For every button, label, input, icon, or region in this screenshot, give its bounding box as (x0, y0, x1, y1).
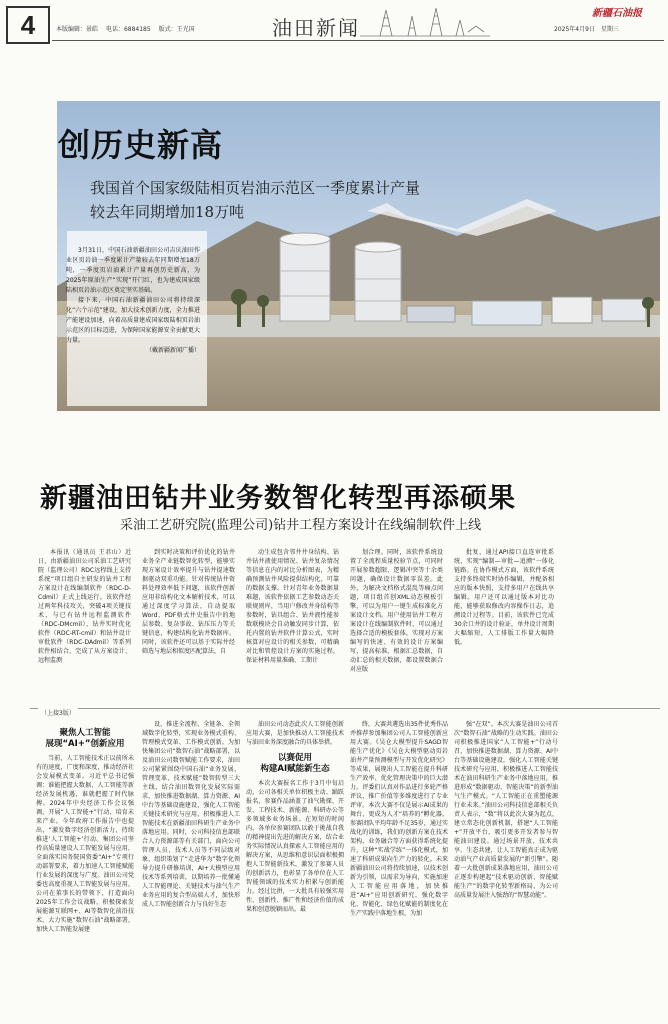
lead-subheadline-line-2: 较去年同期增加18万吨 (90, 203, 245, 221)
continuation-text: 终，大赛共遴选出35件优秀作品并推荐参加集团公司人工智能创新应用大赛。《吴仓大模型提升SAGD智能生产优化》《吴仓大模型驱动页岩油井产量预测模型与开发优化研究》等成果，展现出人工智能在提升科研生产效率、优化管理决策中的巨大潜力。评委们认真对作品进行多轮严格评议，推广价值等多维度进行了专业评审。本次大赛不仅是展示AI成果的舞台，更成为人才“培养的”孵化器。参赛团队平均年龄不足35岁，通过实战化的训练，我们的创新方案在技术架构、业务融合等方面获得系统化提升，这种“实战学练”一体化模式，加速了科研成果向生产力的转化。未来新疆油田公司将持续加速，以技术创新为引领，以需求为导向，实施加速人工智能应用落地，加快推进“AI+”应用创新研究，强化数字化、智能化、绿色化赋能的制度化在生产实践中落地生根，为加 (350, 721, 448, 917)
section-name: 油田新闻 (272, 16, 360, 40)
continued-from-label: （上接3版） (38, 708, 78, 717)
article-text: 批复，通过API接口直连审批系统，实现“编制—审批—追溯”一体化链路。在协作模式方面，该软件系统支持多终端实时协作编辑，并配备相应的版本快照，支持多用户在线共享编辑。用户还可以通过版本对比功能，能够获取修改内容操作日志，追溯设计过程等。目前，该软件已完成30余口井的设计验证，单井设计周期大幅缩短，人工排版工作量大幅降低。 (454, 549, 554, 646)
article-column-4 (350, 548, 443, 692)
continuation-text: 设，推进全流程、全链条、全领域数字化转型，实现业务模式重构、管理模式变革、工作模式创新。为加快集团公司“数智石油”战略部署，以及油田公司数智赋能工作要求，油田公司紧紧围绕中国石油“业务发展、管理变革、技术赋能”数智转型三大主线，结合油田数智化发展实际需求，加快推进数据湖、算力资源、AI中台等基础设施建设，强化人工智能关键技术研究与应用，积极推进人工智能技术在新疆油田科研生产业务中落地应用。同时，公司科技信息部联合人力资源部等有关部门，面向公司管理人员、技术人员等不同层级对象，组织策划了“走进华为”数字化领导力提升研修培训，AI+大模型应用技术等系列培训，以期培养一批懂通人工智能理论、关键技术与油气生产业务应用的复合型高端人才，加快形成人工智能创新合力与良好生态 (142, 721, 240, 908)
masthead-logo: 新疆石油报 (592, 8, 642, 19)
lead-caption-text (66, 246, 200, 356)
article-text: 划合理。同时，该软件系统设置了全流程质量校验节点，可同时开展参数超限、逻辑冲突等十余类问题，确保设计数据零误差。此外，为解决文档格式混乱等痛点问题，项目组首创XML动态模板引擎，可以为用户一键生成标准化方案设计文档。用户使用钻井工程方案设计在线编制软件时，可以通过选择合适的模板套体，实现对方案编写的快速、有效的设计方案编写，提高标准，根据汇总数据，自动汇总的相关数据，都设置数据合对应版 (350, 549, 443, 673)
storage-tank-right (355, 242, 401, 321)
article-text: 到实时决策和评价优化的钻井业务全产业链数智化转型，能够实现方案设计效率提升与钻井提速数据驱动双重功能。针对传统钻井资料处理效率低下问题，该软件创新应用非结构化文本解析技术，可以通过深度学习算法，自动提取Word、PDF格式井史报告中的地层参数、复杂事故、钻压压力等关键信息，构建结构化钻井数据库。同时，该软件还可以基于实际井经筛选与地层相似度匹配算法，自 (142, 549, 235, 655)
article-headline: 新疆油田钻井业务数智化转型再添硕果 (40, 483, 516, 514)
continuation-column-4 (350, 720, 448, 1020)
lead-paragraph: 接下来，中国石油新疆油田公司将持续深化“六个示范”建设，加大技术创新力度，全力推进产能建设加速，向着高质量建成国家级陆相页岩油示范区的目标迈进，为保障国家能源安全贡献更大力量。 (66, 297, 200, 344)
continuation-text: 当前，人工智能技术正以前所未有的速度，广度和深度，推动经济社会发展模式变革。习近平总书记强调：谁能把握大数据、人工智能等新经济发展机遇，谁就把握了时代脉搏。2024年中央经济工作会议强调，开展“人工智能+”行动，培育未来产业。今年政府工作报告中也提出，“激发数字经济创新活力，持续推进‘人工智能+’行动。集团公司坚持高质量建设人工智能发展与应用，全面落实国务院国资委“AI+”专项行动部署要求，着力加速人工智能赋能行业发展的深度与广度。油田公司党委也高度重视人工智能发展与应用，公司在董事长的带领下，打造面向2025年工作会议战略，积极探索发展能源互联网+、AI等数智化前沿技术，大力实施“数智石油”战略部署，加快人工智能发展建 (36, 755, 134, 933)
article-text: 动生成包含邻井井身结构、钻井钻井液使用情况、钻井复杂情况等信息在内的对比分析图表，为精确预测钻井风险提供结构化、可靠的数据支撑。针对青年业务数据量难题，该软件依据工艺参数动态关联规则库，当用户修改井身结构等参数时，钻具组合、钻井液性能参数联模块会自动触发同步计算，依托内置的钻井软件计算公式，实时核算对应设计的相关参数，可精确对比和管控设计方案的实施过程，保证材料用量准确、工期计 (246, 549, 339, 664)
lead-subheadline (90, 176, 490, 224)
section-divider (30, 708, 660, 709)
article-column-2 (142, 548, 235, 692)
section-heading-contest (246, 753, 344, 775)
header-meta (56, 24, 201, 33)
continuation-text: 油田公司动态此次人工智能创新应用大赛，是加快推动人工智能技术与油田业务深度融合的具体举措。 (246, 721, 344, 746)
lead-headline: 创历史新高 (58, 126, 224, 164)
section-heading-line: 构建AI赋能新生态 (260, 764, 330, 774)
section-heading-line: 聚焦人工智能 (59, 728, 111, 738)
page-number: 4 (6, 6, 50, 44)
issue-date: 2025年4月9日 (554, 26, 595, 33)
lead-paragraph: 3月31日，中国石油新疆油田公司吉庆油田作业区页岩油一季度累计产量较去年同期增加18万吨，一季度页岩油累计产量再创历史新高，为2025年原油生产“实现”开门红，也为建成国家级陆相页岩油示范区奠定坚实基础。 (66, 247, 200, 294)
section-heading-ai (36, 728, 134, 750)
article-text: 本报讯（通讯员 王君山）近日，由新疆油田公司采油工艺研究院（监理公司）RDC远程线上支持系统“项目组自主研发的钻井工程方案设计在线编制软件（RDC-D-Cdmil）正式上线运行。该软件经过两年科技攻关，突破4项关键技术，与已有钻井远程监测软件（RDC-DMcmil）、钻井实时优化软件（RDC-RT-cmil）和钻井设计审批软件（RDC-DAdmil）等系列软件相结合，完成了从方案设计、远程监测 (38, 549, 131, 664)
header-rule (52, 40, 664, 41)
continuation-column-2 (142, 720, 240, 1020)
phone-credit: 电话：6884185 (105, 26, 151, 33)
section-heading-line: 展现“AI+”创新应用 (45, 739, 125, 749)
continuation-column-3 (246, 720, 344, 1020)
continuation-column-5 (454, 720, 558, 1020)
article-column-1 (38, 548, 131, 692)
issue-weekday: 星期三 (600, 26, 619, 33)
continuation-text: 强“在双”。本次大赛是油田公司首次“数智石油”战略的生动实践。油田公司积极推进国家“人工智能+”行动号召，加快推进数据湖、算力资源、AI中台等基础设施建设，强化人工智能关键技术研究与应用，积极推进人工智能技术在油田科研生产业务中落地应用，推进形成“数据驱动、智能决策”的新型油气生产模式。“人工智能正在重塑能源行业未来。”油田公司科技信息部相关负责人表示，“数”将以此次大赛为起点，建立常态化创新机制，搭建“人工智能+”开放平台，吸引更多开发者参与智能油田建设。通过场景开放、技术共享、生态共建，让人工智能真正成为驱动油气产业高质量发展的“新引擎”。随着一大批创新成果落地应用，油田公司正逐步构建起“技术驱动创新、智能赋能生产”的数字化转型新格局，为公司高质量发展注入强劲的“智慧动能”。 (454, 721, 558, 899)
header-date (550, 24, 619, 33)
article-column-3 (246, 548, 339, 692)
oil-derrick-illustration (360, 6, 490, 38)
lead-subheadline-line-1: 我国首个国家级陆相页岩油示范区一季度累计产量 (90, 179, 421, 197)
editor-credit: 本版编辑：景皓 (56, 26, 99, 33)
layout-credit: 版式：王光国 (158, 26, 195, 33)
section-heading-line: 以赛促用 (277, 753, 312, 763)
continuation-column-1 (36, 720, 134, 1020)
article-subheadline: 采油工艺研究院(监理公司)钻井工程方案设计在线编制软件上线 (120, 518, 482, 533)
lead-credit: （戴新疆新闻广播） (145, 347, 200, 354)
article-column-5 (454, 548, 554, 692)
continuation-text: 本次大赛报名工作于3月中旬启动，公司各相关单位积极主动、踊跃报名，参赛作品涵盖了油气勘探、开发、工程技术、新能源、科研办公等多领域多业务场景。在短短的时间内，各单位参赛团队以敢于挑战自我的精神提出先进的解决方案，结合业务实际情况认真探索人工智能应用的解决方案，从思维和意识层面积极拥抱人工智能新技术，激发了参赛人员的创新活力，也彰显了各单位在人工智能领域的技术实力积累与创新能力。经过比拼，一大批具有较强实用性、创新性、推广性和经济价值的成果和创意脱颖而出。最 (246, 780, 344, 913)
storage-tank-left (280, 233, 330, 321)
